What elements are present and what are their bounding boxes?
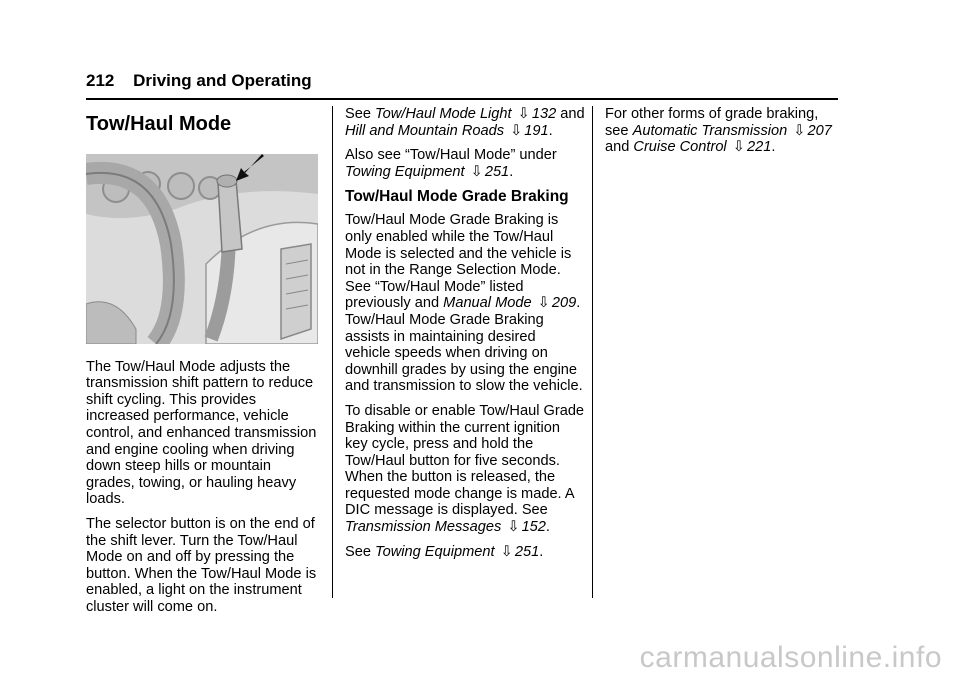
page-ref-icon: ⇩: [500, 543, 513, 560]
reference-link[interactable]: Towing Equipment: [375, 543, 495, 560]
watermark: carmanualsonline.info: [639, 641, 942, 674]
section-heading: Tow/Haul Mode: [86, 113, 232, 135]
subsection-heading: Tow/Haul Mode Grade Braking: [345, 188, 569, 206]
see-also-reference: See Towing Equipment ⇩ 251.: [345, 543, 544, 560]
page-ref-icon: ⇩: [793, 122, 806, 139]
section-title: Driving and Operating: [133, 71, 312, 90]
column-2: [345, 106, 585, 568]
page-number: 212: [86, 71, 115, 90]
header-rule: [86, 98, 838, 100]
see-also-reference: See Tow/Haul Mode Light ⇩ 132 and Hill and Mountain Roads ⇩ 191.: [345, 106, 585, 139]
reference-link[interactable]: Towing Equipment: [345, 163, 465, 180]
page-ref-icon: ⇩: [507, 519, 520, 536]
page-ref-icon: ⇩: [732, 139, 745, 156]
paragraph: The Tow/Haul Mode adjusts the transmission shift pattern to reduce shift cycling. This provides increased performance, vehicle control, and enhanced transmission and engine cooling when driving down steep hills or mountain grades, towing, or hauling heavy loads.: [86, 358, 317, 508]
page-ref-icon: ⇩: [470, 163, 483, 180]
page-ref-icon: ⇩: [510, 122, 523, 139]
reference-link[interactable]: Manual Mode: [443, 295, 532, 312]
paragraph: The selector button is on the end of the shift lever. Turn the Tow/Haul Mode on and off by pressing the button. When the Tow/Haul Mode is enabled, a light on the instrument cluster will come on.: [86, 515, 317, 615]
reference-link[interactable]: Automatic Transmission: [632, 122, 788, 139]
paragraph: Tow/Haul Mode Grade Braking is only enabled while the Tow/Haul Mode is selected and the vehicle is not in the Range Selection Mode. See “Tow/Haul Mode” listed previously and Manual Mode ⇩ 209. Tow/Haul Mode Grade Braking assists in maintaining desired vehicle speeds when driving on downhill grades by using the engine and transmission to slow the vehicle.: [345, 212, 583, 395]
reference-link[interactable]: Transmission Messages: [345, 519, 502, 536]
page-ref-icon: ⇩: [517, 106, 530, 122]
column-divider: [332, 106, 333, 598]
paragraph: To disable or enable Tow/Haul Grade Braking within the current ignition key cycle, press and hold the Tow/Haul button for five seconds. When the button is released, the requested mode change is made. A DIC message is displayed. See Transmission Messages ⇩ 152.: [345, 402, 585, 536]
see-also-reference: Also see “Tow/Haul Mode” under Towing Equipment ⇩ 251.: [345, 147, 557, 180]
reference-link[interactable]: Cruise Control: [633, 139, 727, 156]
column-1: [86, 106, 322, 624]
reference-link[interactable]: Hill and Mountain Roads: [345, 122, 504, 139]
page-header: [86, 71, 312, 91]
shift-lever-illustration: [86, 154, 318, 344]
reference-link[interactable]: Tow/Haul Mode Light: [375, 106, 512, 122]
paragraph: For other forms of grade braking, see Automatic Transmission ⇩ 207 and Cruise Control ⇩ 221.: [605, 106, 832, 156]
page-ref-icon: ⇩: [537, 295, 550, 312]
column-divider: [592, 106, 593, 598]
column-3: [605, 106, 841, 164]
